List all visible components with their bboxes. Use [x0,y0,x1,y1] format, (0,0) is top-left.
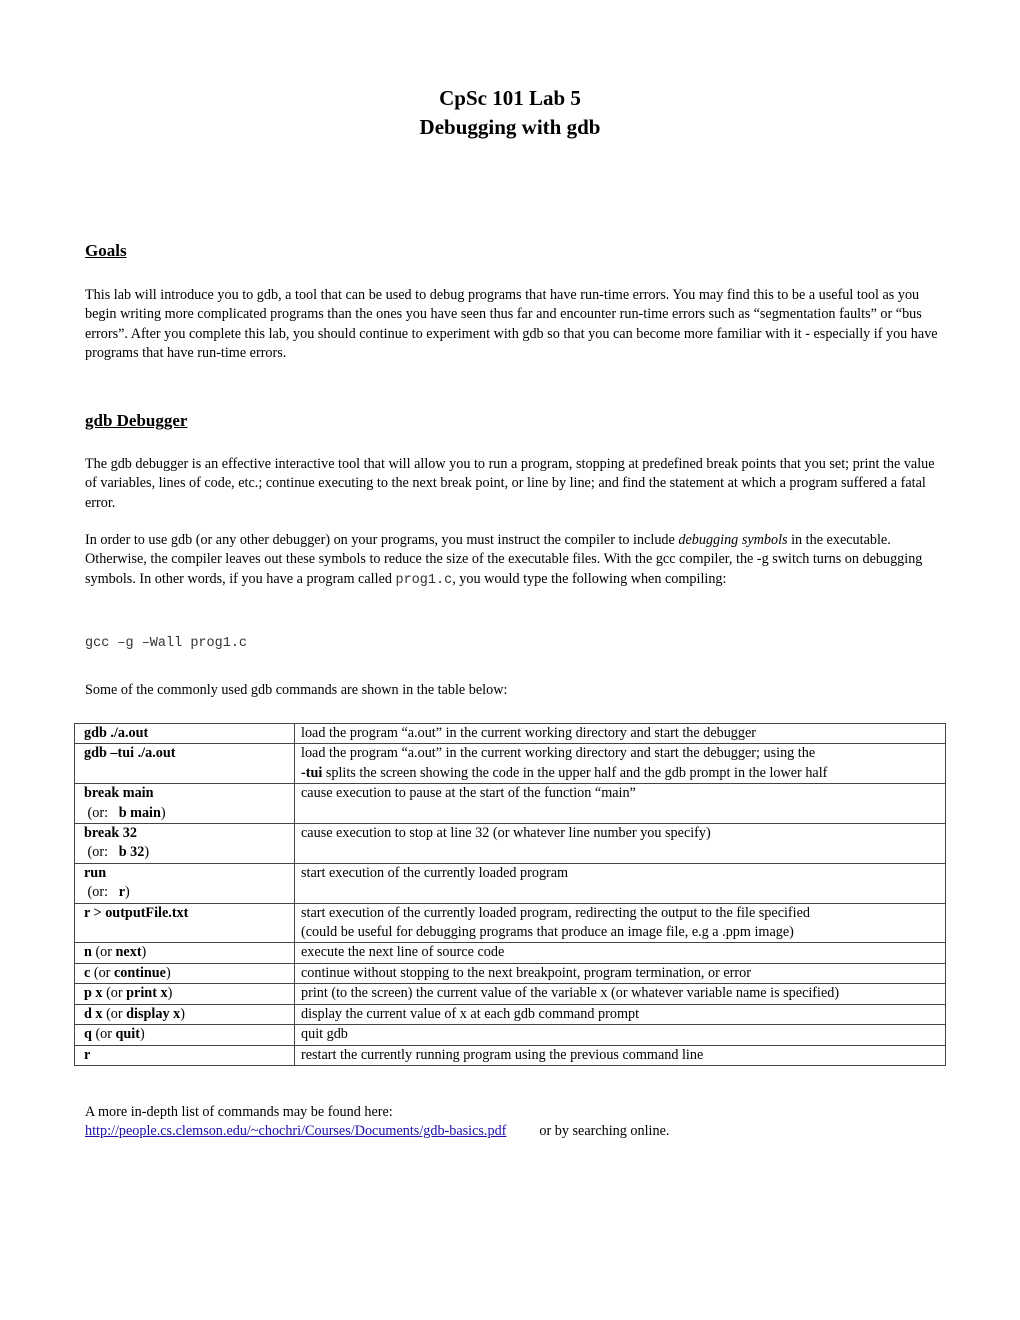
alias-command: b main [118,804,161,821]
para2-text-before: In order to use gdb (or any other debugger) on your programs, you must instruct the compiler to include [85,532,679,548]
description-cell: print (to the screen) the current value of the variable x (or whatever variable name is specified) [295,984,946,1004]
footer-link-line [85,1122,940,1141]
table-row [75,784,946,824]
command-short: d x [84,1005,103,1022]
command-name: break main [84,785,154,802]
description-line [301,764,945,783]
command-long: print x [126,985,168,1002]
alias-suffix: ) [144,844,150,861]
gdb-commands-table [74,723,946,1066]
command-name: run [84,864,107,881]
table-row [75,943,946,963]
table-row [75,724,946,744]
document-title [0,84,1020,142]
command-or: (or [91,1026,116,1043]
command-cell [75,943,295,963]
debugger-paragraph-2 [85,531,940,590]
description-cell: continue without stopping to the next breakpoint, program termination, or error [295,963,946,983]
goals-heading: Goals [85,241,127,260]
command-name: break 32 [84,825,137,842]
title-line-2: Debugging with gdb [419,115,601,139]
description-cell: quit gdb [295,1025,946,1045]
description-line: (could be useful for debugging programs that produce an image file, e.g a .ppm image) [301,924,794,941]
command-long: display x [126,1005,181,1022]
command-or: (or [91,944,116,961]
command-long: next [115,944,142,961]
command-cell [75,824,295,864]
command-short: q [84,1026,92,1043]
table-intro: Some of the commonly used gdb commands are shown in the table below: [85,682,508,698]
footer-after-link: or by searching online. [539,1123,670,1139]
alias-prefix: (or: [84,804,119,821]
description-cell: execute the next line of source code [295,943,946,963]
table-row [75,984,946,1004]
command-short: p x [84,985,103,1002]
table-row [75,1025,946,1045]
command-cell [75,784,295,824]
command-close: ) [141,944,147,961]
debugging-symbols-emphasis: debugging symbols [678,532,788,548]
command-alias [84,843,294,862]
description-cell [295,744,946,784]
command-short: c [84,964,91,981]
command-alias [84,804,294,823]
table-row [75,1045,946,1065]
alias-suffix: ) [125,884,130,901]
table-row [75,1004,946,1024]
alias-prefix: (or: [84,884,119,901]
command-alias [84,883,294,902]
command-close: ) [139,1026,145,1043]
command-or: (or [102,985,127,1002]
description-cell: restart the currently running program using the previous command line [295,1045,946,1065]
description-cell: start execution of the currently loaded program [295,863,946,903]
tui-flag: -tui [301,764,323,781]
description-line: start execution of the currently loaded program, redirecting the output to the file specified [301,904,810,921]
description-rest: splits the screen showing the code in the upper half and the gdb prompt in the lower half [322,764,828,781]
command-long: quit [115,1026,140,1043]
table-row [75,903,946,943]
goals-paragraph: This lab will introduce you to gdb, a tool that can be used to debug programs that have run-time errors. You may find this to be a useful tool as you begin writing more complicated programs than the ones you have seen thus far and encounter run-time errors such as “segmentation faults” or “bus errors”. After you complete this lab, you should continue to experiment with gdb so that you can become more familiar with it - especially if you have programs that have run-time errors. [85,287,938,362]
command-cell [75,963,295,983]
gdb-debugger-heading: gdb Debugger [85,411,188,430]
inline-code-filename: prog1.c [395,572,453,588]
command-cell [75,1004,295,1024]
description-cell: load the program “a.out” in the current working directory and start the debugger [295,724,946,744]
command-cell: gdb ./a.out [75,724,295,744]
command-long: continue [113,964,166,981]
table-row [75,824,946,864]
table-row [75,744,946,784]
alias-command: r [118,884,125,901]
description-line: load the program “a.out” in the current working directory and start the debugger; using the [301,745,816,762]
compile-command: gcc –g –Wall prog1.c [85,636,248,651]
command-or: (or [90,964,114,981]
title-line-1: CpSc 101 Lab 5 [439,86,581,110]
command-close: ) [165,964,171,981]
alias-prefix: (or: [84,844,119,861]
command-close: ) [167,985,173,1002]
command-cell [75,984,295,1004]
description-cell [295,903,946,943]
command-cell: r > outputFile.txt [75,903,295,943]
para2-text-middle: in the executable. Otherwise, the compiler leaves out these symbols to reduce the size of the executable files. With the gcc compiler, the -g switch turns on debugging symbols. In other words, if you have a program called [85,532,923,587]
command-close: ) [180,1005,185,1022]
gdb-basics-link[interactable]: http://people.cs.clemson.edu/~chochri/Courses/Documents/gdb-basics.pdf [85,1123,507,1139]
command-cell: gdb –tui ./a.out [75,744,295,784]
table-row [75,963,946,983]
alias-suffix: ) [160,804,166,821]
command-or: (or [102,1005,127,1022]
alias-command: b 32 [118,844,145,861]
footer-note: A more in-depth list of commands may be found here: [85,1104,393,1120]
command-short: n [84,944,92,961]
description-cell: cause execution to pause at the start of the function “main” [295,784,946,824]
para2-text-after: , you would type the following when compiling: [452,570,727,587]
command-cell: r [75,1045,295,1065]
description-cell: cause execution to stop at line 32 (or whatever line number you specify) [295,824,946,864]
debugger-paragraph-1: The gdb debugger is an effective interactive tool that will allow you to run a program, stopping at predefined break points that you set; print the value of variables, lines of code, etc.; continue executing to the next break point, or line by line; and find the statement at which a program suffered a fatal error. [85,456,935,511]
description-cell: display the current value of x at each gdb command prompt [295,1004,946,1024]
command-cell [75,863,295,903]
command-cell [75,1025,295,1045]
table-row [75,863,946,903]
